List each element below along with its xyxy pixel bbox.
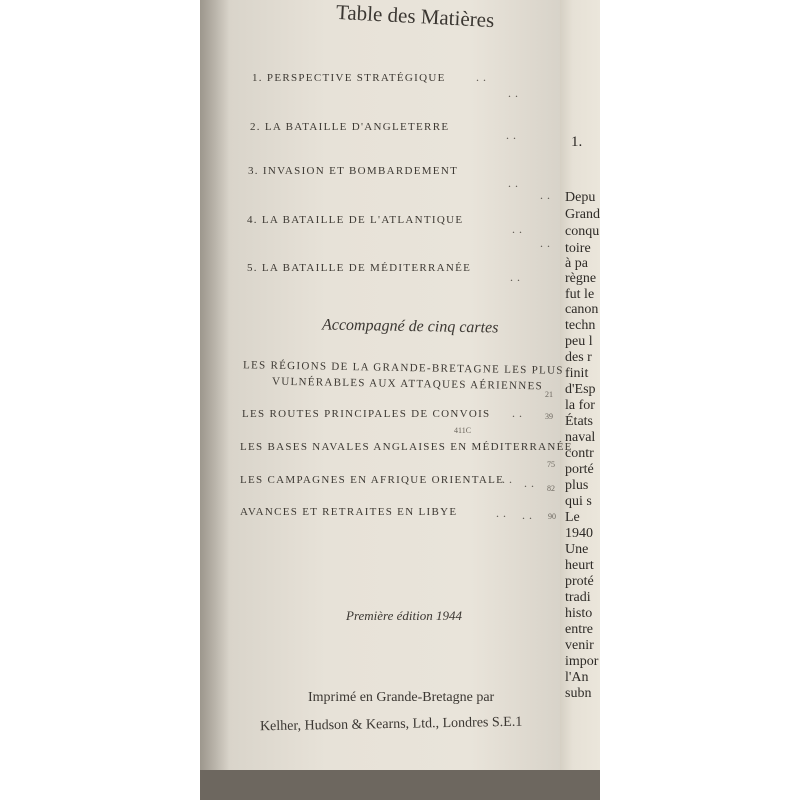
leader-dots: .. (522, 508, 536, 522)
page-fragment: États (565, 414, 593, 429)
chapter-number: 1. (571, 134, 583, 150)
page-fragment: tradi (565, 590, 591, 605)
page-fragment: finit (565, 366, 589, 381)
map-entry-line: LES RÉGIONS DE LA GRANDE-BRETAGNE LES PLUS (242, 359, 564, 377)
page-number: 21 (545, 390, 553, 399)
page-fragment: plus (565, 478, 589, 493)
page-fragment: Grand (565, 207, 600, 222)
page-fragment: l'An (565, 670, 589, 685)
page-fragment: des r (565, 350, 592, 365)
page-fragment: proté (565, 574, 594, 589)
page-number: 90 (548, 512, 556, 521)
map-entry: LES CAMPAGNES EN AFRIQUE ORIENTALE (240, 474, 505, 486)
leader-dots: .. (508, 86, 522, 100)
page-fragment: venir (565, 638, 594, 653)
map-entry: LES ROUTES PRINCIPALES DE CONVOIS (242, 408, 491, 420)
facing-page (555, 0, 600, 800)
toc-entry: 5. LA BATAILLE DE MÉDITERRANÉE (247, 262, 472, 274)
page-fragment: Le (565, 510, 580, 525)
page-fragment: fut le (565, 287, 595, 302)
page-fragment: 1940 (565, 526, 593, 541)
page-fragment: techn (565, 318, 596, 333)
toc-entry: 3. INVASION ET BOMBARDEMENT (248, 165, 459, 177)
page-fragment: règne (565, 271, 597, 286)
toc-title: Table des Matières (335, 0, 495, 33)
toc-entry: 2. LA BATAILLE D'ANGLETERRE (250, 121, 450, 133)
page-fragment: contr (565, 446, 594, 461)
background-left (0, 0, 200, 800)
page-fragment: la for (565, 398, 595, 413)
page-fragment: histo (565, 606, 593, 621)
page-fragment: canon (565, 302, 599, 317)
edition-line: Première édition 1944 (346, 608, 463, 623)
page-fragment: impor (565, 654, 599, 669)
printer-line-1: Imprimé en Grande-Bretagne par (308, 690, 495, 705)
leader-dots: .. (512, 406, 526, 420)
leader-dots: .. (502, 472, 516, 486)
page-fragment: Une (565, 542, 589, 557)
leader-dots: .. (506, 128, 520, 142)
ink-stamp: 411C (454, 426, 472, 435)
map-entry-line: VULNÉRABLES AUX ATTAQUES AÉRIENNES (271, 375, 544, 393)
page-fragment: qui s (565, 494, 592, 509)
page-fragment: porté (565, 462, 594, 477)
book-page (200, 0, 573, 770)
map-entry: LES BASES NAVALES ANGLAISES EN MÉDITERRANÉE (240, 441, 573, 453)
page-fragment: Depu (565, 190, 596, 205)
toc-entry: 4. LA BATAILLE DE L'ATLANTIQUE (247, 214, 464, 226)
book-edge-shadow (200, 770, 600, 800)
page-number: 39 (545, 412, 553, 421)
map-entry: AVANCES ET RETRAITES EN LIBYE (240, 506, 458, 518)
leader-dots: .. (540, 188, 554, 202)
page-fragment: naval (565, 430, 596, 445)
leader-dots: .. (512, 222, 526, 236)
page-fragment: à pa (565, 256, 588, 271)
printer-line-2: Kelher, Hudson & Kearns, Ltd., Londres S.E.1 (259, 714, 523, 735)
page-fragment: peu l (565, 334, 593, 349)
page-fragment: entre (565, 622, 593, 637)
page-fragment: d'Esp (565, 382, 596, 397)
page-fragment: conqu (565, 224, 600, 239)
maps-subtitle: Accompagné de cinq cartes (321, 316, 499, 337)
toc-entry: 1. PERSPECTIVE STRATÉGIQUE (252, 72, 446, 84)
background-right (600, 0, 800, 800)
page-fragment: toire (565, 241, 591, 256)
leader-dots: .. (524, 476, 538, 490)
page-number: 82 (547, 484, 555, 493)
page-fragment: subn (565, 686, 592, 701)
leader-dots: .. (496, 506, 510, 520)
leader-dots: .. (508, 176, 522, 190)
page-fragment: heurt (565, 558, 594, 573)
leader-dots: .. (510, 270, 524, 284)
page-shadow (200, 0, 230, 770)
page-number: 75 (547, 460, 555, 469)
leader-dots: .. (476, 70, 490, 84)
leader-dots: .. (540, 236, 554, 250)
